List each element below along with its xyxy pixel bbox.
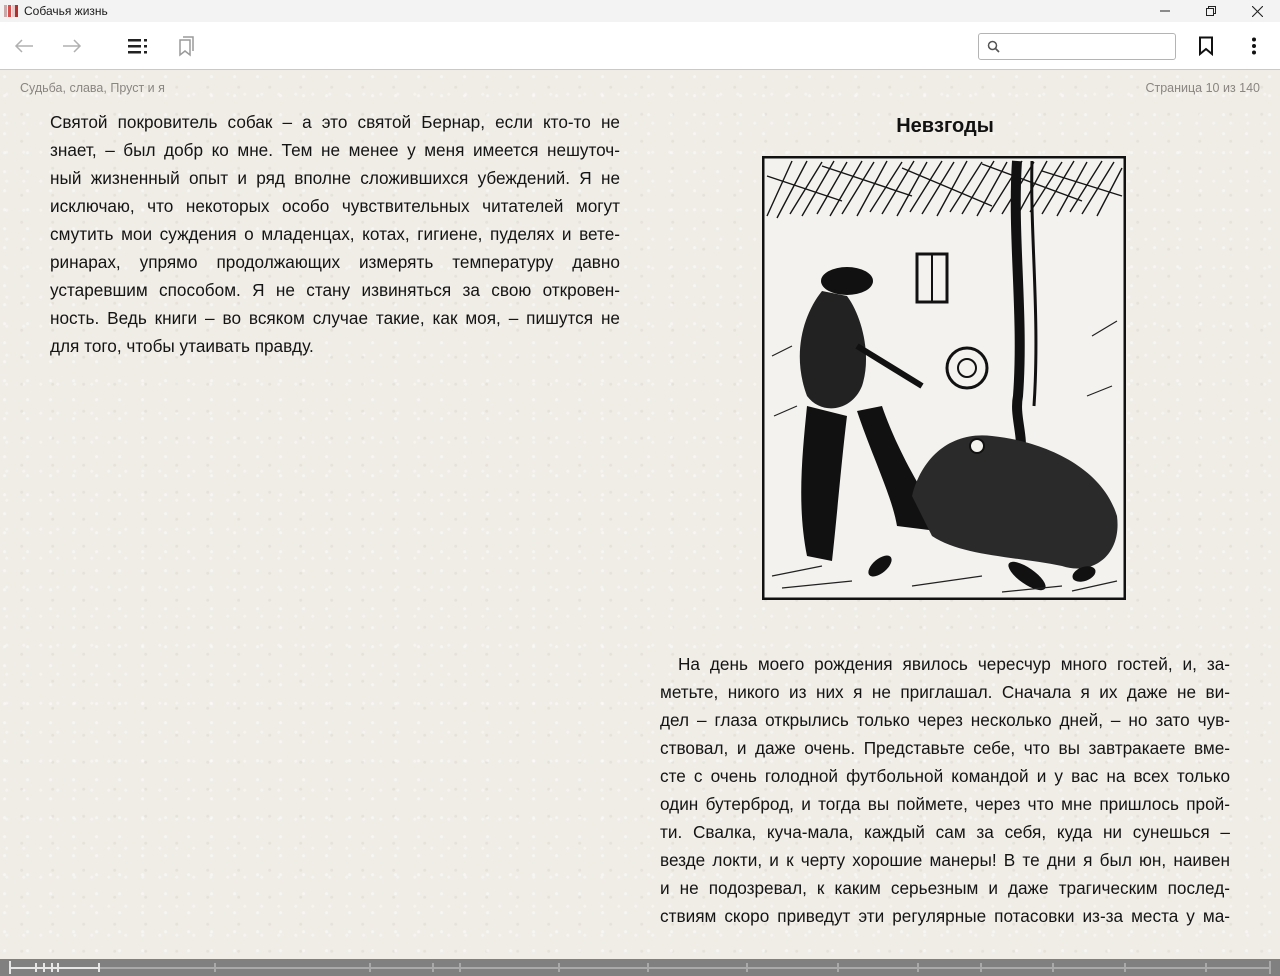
more-vertical-icon	[1251, 37, 1257, 55]
text-line: знает, – был добр ко мне. Тем не менее у меня имеется нешуточ-	[50, 140, 620, 160]
chapter-marker[interactable]	[214, 963, 216, 972]
window-title: Собачья жизнь	[24, 4, 108, 18]
chapter-marker[interactable]	[980, 963, 982, 972]
page-indicator: Страница 10 из 140	[1145, 81, 1260, 95]
text-line: ствиям скоро приведут эти регулярные потасовки из-за места у ма-	[660, 906, 1230, 926]
search-input[interactable]	[1005, 36, 1171, 57]
chapter-marker[interactable]	[98, 963, 100, 972]
bookmarks-icon	[176, 35, 196, 57]
arrow-right-icon	[62, 38, 82, 54]
progress-track[interactable]	[10, 967, 1270, 969]
maximize-button[interactable]	[1188, 0, 1234, 22]
table-of-contents-button[interactable]	[118, 22, 158, 70]
search-field[interactable]	[978, 33, 1176, 60]
text-line: один бутерброд, и тогда вы поймете, через что мне пришлось прой-	[660, 794, 1230, 814]
chapter-marker[interactable]	[35, 963, 37, 972]
chapter-marker[interactable]	[558, 963, 560, 972]
toolbar	[0, 22, 1280, 70]
chapter-title: Невзгоды	[896, 115, 994, 137]
chapter-marker[interactable]	[57, 963, 59, 972]
chapter-marker[interactable]	[837, 963, 839, 972]
chapter-marker[interactable]	[43, 963, 45, 972]
minimize-button[interactable]	[1142, 0, 1188, 22]
search-icon	[987, 40, 1001, 54]
progress-fill	[10, 967, 99, 969]
text-line: ный жизненный опыт и ряд вполне сложившихся убеждений. Я не	[50, 168, 620, 188]
chapter-marker[interactable]	[9, 961, 11, 974]
arrow-left-icon	[14, 38, 34, 54]
text-line: исключаю, что некоторых особо чувствительных читателей могут	[50, 196, 620, 216]
chapter-marker[interactable]	[51, 963, 53, 972]
text-line: сте с очень голодной футбольной командой и у вас на всех только	[660, 766, 1230, 786]
text-line: для того, чтобы утаивать правду.	[50, 336, 314, 356]
text-line: На день моего рождения явилось чересчур много гостей, и, за-	[678, 654, 1230, 674]
text-line: ти. Свалка, куча-мала, каждый сам за себя, куда ни сунешься –	[660, 822, 1230, 842]
right-page-body	[660, 650, 1230, 930]
text-line: ствовал, и даже очень. Представьте себе, что вы завтракаете вме-	[660, 738, 1230, 758]
chapter-marker[interactable]	[1124, 963, 1126, 972]
minimize-icon	[1160, 6, 1170, 16]
chapter-marker[interactable]	[1205, 963, 1207, 972]
title-bar	[0, 0, 1280, 22]
chapter-marker[interactable]	[459, 963, 461, 972]
text-line: везде локти, и к черту хорошие манеры! В те дни я был юн, наивен	[660, 850, 1230, 870]
text-line: ность. Ведь книги – во всяком случае такие, как моя, – пишутся не	[50, 308, 620, 328]
text-line: и не подозревал, к каким серьезным и даже трагическим послед-	[660, 878, 1230, 898]
chapter-marker[interactable]	[647, 963, 649, 972]
chapter-marker[interactable]	[746, 963, 748, 972]
chapter-marker[interactable]	[917, 963, 919, 972]
chapter-marker[interactable]	[432, 963, 434, 972]
back-button[interactable]	[4, 22, 44, 70]
close-button[interactable]	[1234, 0, 1280, 22]
bookmark-button[interactable]	[1186, 22, 1226, 70]
reading-area[interactable]	[0, 71, 1280, 959]
text-line: метьте, никого из них я не приглашал. Сначала я их даже не ви-	[660, 682, 1230, 702]
book-icon	[4, 4, 20, 18]
text-line: Святой покровитель собак – а это святой Бернар, если кто-то не	[50, 112, 620, 132]
more-menu-button[interactable]	[1234, 22, 1274, 70]
left-page	[50, 108, 620, 360]
chapter-marker[interactable]	[1269, 961, 1271, 974]
chapter-illustration	[762, 156, 1126, 600]
chapter-marker[interactable]	[1052, 963, 1054, 972]
bookmarks-list-button[interactable]	[166, 22, 206, 70]
text-line: ринарах, упрямо продолжающих измерять температуру давно	[50, 252, 620, 272]
text-line: смутить мои суждения о младенцах, котах, гигиене, пуделях и вете-	[50, 224, 620, 244]
close-icon	[1252, 6, 1263, 17]
bookmark-icon	[1198, 36, 1214, 56]
restore-icon	[1206, 6, 1216, 16]
book-progress-bar[interactable]	[0, 959, 1280, 976]
text-line: устаревшим способом. Я не стану извиняться за свою откровен-	[50, 280, 620, 300]
running-head-section: Судьба, слава, Пруст и я	[20, 81, 165, 95]
table-of-contents-icon	[128, 38, 148, 54]
text-line: дел – глаза открылись только через несколько дней, – но зато чув-	[660, 710, 1230, 730]
forward-button[interactable]	[52, 22, 92, 70]
chapter-marker[interactable]	[369, 963, 371, 972]
